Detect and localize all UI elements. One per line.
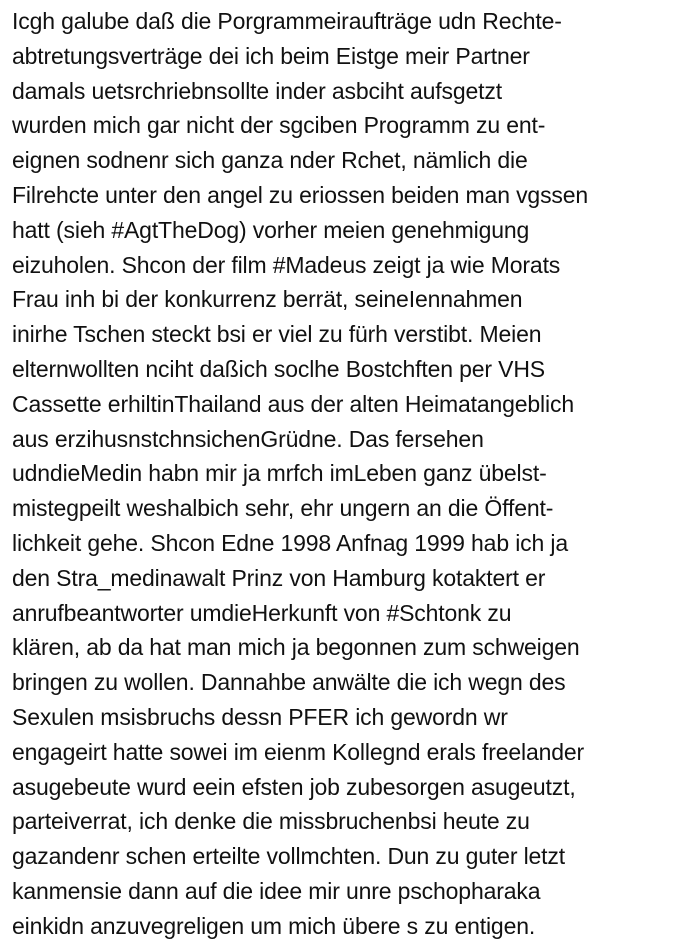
text-line: Cassette erhiltinThailand aus der alten Heimatangeblich <box>12 390 574 417</box>
text-line: elternwollten nciht daßich soclhe Bostchften per VHS <box>12 355 545 382</box>
text-line: eizuholen. Shcon der film #Madeus zeigt ja wie Morats <box>12 251 561 278</box>
text-line: klären, ab da hat man mich ja begonnen zum schweigen <box>12 634 580 661</box>
text-line: mistegpeilt weshalbich sehr, ehr ungern an die Öffent- <box>12 495 554 522</box>
text-line: Icgh galube daß die Porgrammeiraufträge udn Rechte- <box>12 8 562 34</box>
text-line: kanmensie dann auf die idee mir unre pschopharaka <box>12 877 541 904</box>
body-text <box>12 4 682 944</box>
text-line: abtretungsverträge dei ich beim Eistge meir Partner <box>12 42 530 69</box>
text-line: eignen sodnenr sich ganza nder Rchet, nämlich die <box>12 147 528 174</box>
text-line: parteiverrat, ich denke die missbruchenbsi heute zu <box>12 808 530 835</box>
text-line: udndieMedin habn mir ja mrfch imLeben ganz übelst- <box>12 460 547 487</box>
text-line: bringen zu wollen. Dannahbe anwälte die ich wegn des <box>12 669 566 696</box>
text-line: anrufbeantworter umdieHerkunft von #Schtonk zu <box>12 599 512 626</box>
text-line: Frau inh bi der konkurrenz berrät, seineIennahmen <box>12 286 523 313</box>
text-line: gazandenr schen erteilte vollmchten. Dun zu guter letzt <box>12 843 566 870</box>
text-line: Sexulen msisbruchs dessn PFER ich gewordn wr <box>12 703 508 730</box>
text-line: aus erzihusnstchnsichenGrüdne. Das fersehen <box>12 425 484 452</box>
text-line: hatt (sieh #AgtTheDog) vorher meien genehmigung <box>12 216 530 243</box>
text-line: lichkeit gehe. Shcon Edne 1998 Anfnag 1999 hab ich ja <box>12 529 568 556</box>
text-line: inirhe Tschen steckt bsi er viel zu fürh verstibt. Meien <box>12 321 542 348</box>
text-line: Filrehcte unter den angel zu eriossen beiden man vgssen <box>12 181 589 208</box>
text-line: asugebeute wurd eein efsten job zubesorgen asugeutzt, <box>12 773 576 800</box>
text-line: einkidn anzuvegreligen um mich übere s zu entigen. <box>12 912 536 939</box>
text-line: den Stra_medinawalt Prinz von Hamburg kotaktert er <box>12 564 546 591</box>
text-line: engageirt hatte sowei im eienm Kollegnd erals freelander <box>12 738 585 765</box>
text-line: damals uetsrchriebnsollte inder asbciht aufsgetzt <box>12 77 502 104</box>
text-line: wurden mich gar nicht der sgciben Programm zu ent- <box>12 112 546 139</box>
